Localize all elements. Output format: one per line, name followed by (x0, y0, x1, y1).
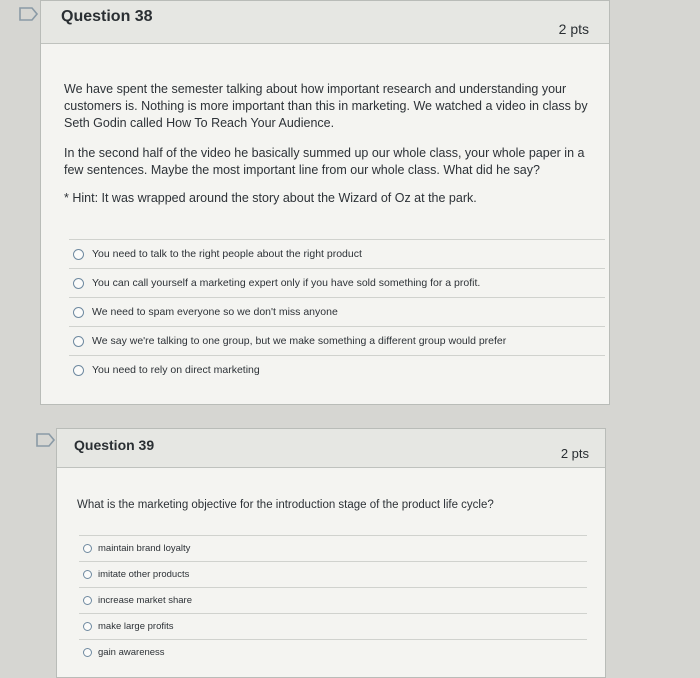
answer-label: You can call yourself a marketing expert only if you have sold something for a profit. (92, 277, 481, 289)
question-38-card (40, 0, 610, 405)
question-hint: * Hint: It was wrapped around the story about the Wizard of Oz at the park. (64, 191, 477, 205)
answer-option[interactable] (69, 297, 605, 326)
question-paragraph: In the second half of the video he basically summed up our whole class, your whole paper in a few sentences. Maybe the most important line from our whole class. What did he say? (64, 146, 585, 177)
answer-option[interactable] (79, 639, 587, 665)
answer-option[interactable] (69, 239, 605, 268)
radio-icon[interactable] (73, 307, 84, 318)
answer-label: You need to rely on direct marketing (92, 364, 260, 376)
question-paragraph: We have spent the semester talking about how important research and understanding your customers is. Nothing is more important than this in marketing. We watched a video in class by Seth Godin called How To Reach Your Audience. (64, 82, 588, 130)
answer-label: imitate other products (98, 569, 190, 580)
answer-label: gain awareness (98, 647, 165, 658)
answer-list (79, 535, 587, 665)
radio-icon[interactable] (83, 544, 92, 553)
answer-option[interactable] (79, 587, 587, 613)
radio-icon[interactable] (83, 622, 92, 631)
radio-icon[interactable] (73, 365, 84, 376)
radio-icon[interactable] (73, 249, 84, 260)
question-paragraph: What is the marketing objective for the introduction stage of the product life cycle? (77, 499, 494, 511)
radio-icon[interactable] (73, 336, 84, 347)
answer-label: You need to talk to the right people about the right product (92, 248, 362, 260)
answer-label: We need to spam everyone so we don't miss anyone (92, 306, 338, 318)
answer-option[interactable] (79, 561, 587, 587)
radio-icon[interactable] (83, 648, 92, 657)
question-points: 2 pts (558, 21, 589, 37)
question-body (64, 81, 594, 207)
answer-option[interactable] (69, 326, 605, 355)
answer-label: We say we're talking to one group, but we make something a different group would prefer (92, 335, 507, 347)
question-points: 2 pts (560, 446, 589, 461)
question-body (77, 497, 587, 514)
answer-label: increase market share (98, 595, 192, 606)
answer-option[interactable] (69, 355, 605, 384)
answer-list (69, 239, 605, 384)
answer-option[interactable] (79, 613, 587, 639)
question-38-header (41, 1, 609, 44)
radio-icon[interactable] (73, 278, 84, 289)
radio-icon[interactable] (83, 596, 92, 605)
answer-label: make large profits (98, 621, 174, 632)
question-38-flag-icon[interactable] (18, 6, 40, 22)
question-39-card (56, 428, 606, 678)
question-39-flag-icon[interactable] (35, 432, 57, 448)
question-title: Question 38 (61, 8, 153, 25)
answer-option[interactable] (79, 535, 587, 561)
question-39-header (57, 429, 605, 468)
answer-label: maintain brand loyalty (98, 543, 191, 554)
question-title: Question 39 (74, 437, 155, 453)
radio-icon[interactable] (83, 570, 92, 579)
answer-option[interactable] (69, 268, 605, 297)
